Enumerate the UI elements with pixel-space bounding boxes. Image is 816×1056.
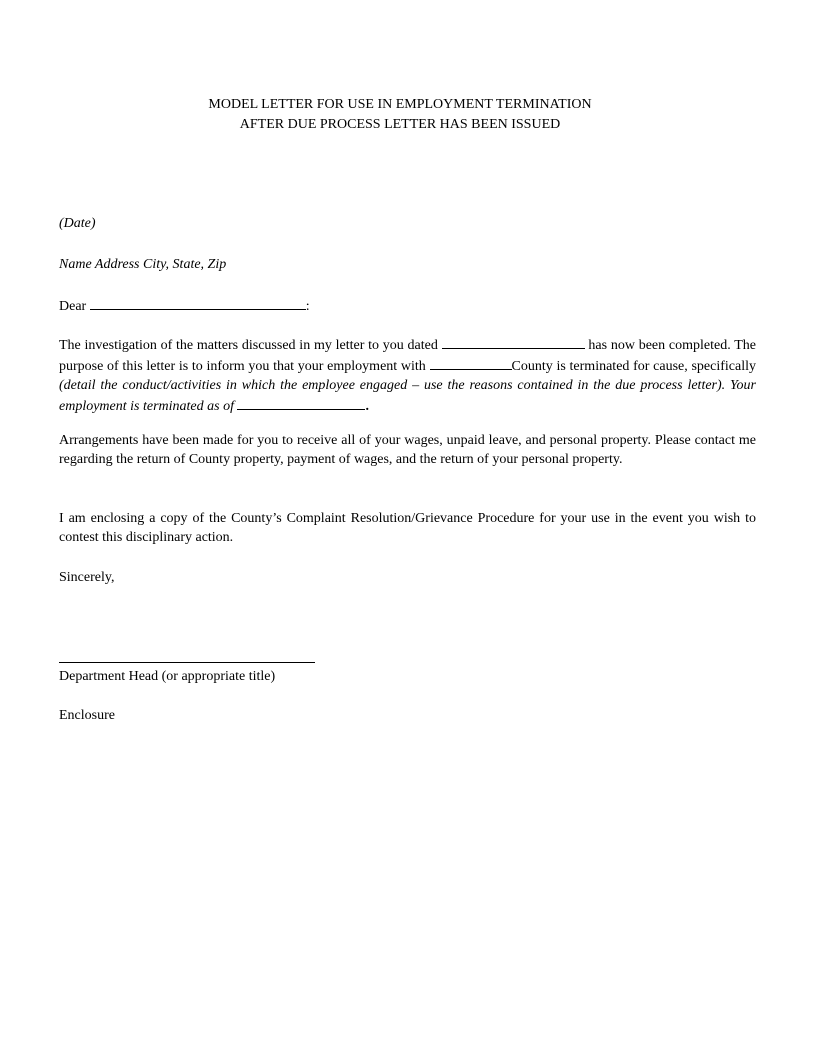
dated-blank (442, 334, 585, 349)
address-placeholder: Name Address City, State, Zip (59, 257, 227, 272)
enclosure-label: Enclosure (59, 708, 115, 723)
date-placeholder: (Date) (59, 216, 96, 231)
signature-line (59, 662, 315, 663)
paragraph-enclosure-notice: I am enclosing a copy of the County’s Complaint Resolution/Grievance Procedure for your use in the event you wish to contest this disciplinary action. (59, 511, 756, 545)
paragraph-investigation (59, 334, 756, 416)
paragraph1-italic-detail: (detail the conduct/activities in which the employee engaged – use the reasons contained in the due process letter). Your employment is terminated as of (59, 378, 756, 414)
paragraph1-part2: has now been completed. The purpose of this letter is to inform you that your employment with (59, 338, 756, 374)
paragraph1-part1: The investigation of the matters discussed in my letter to you dated (59, 338, 438, 353)
title-line-1: MODEL LETTER FOR USE IN EMPLOYMENT TERMINATION (208, 97, 592, 112)
signature-title: Department Head (or appropriate title) (59, 669, 276, 684)
letter-title (0, 95, 800, 135)
paragraph1-end: . (365, 399, 369, 414)
termination-date-blank (237, 395, 365, 410)
closing: Sincerely, (59, 570, 115, 585)
paragraph1-part3: County is terminated for cause, specifically (511, 359, 757, 374)
salutation-suffix: : (305, 299, 310, 314)
salutation-prefix: Dear (59, 299, 87, 314)
recipient-blank (90, 295, 306, 310)
title-line-2: AFTER DUE PROCESS LETTER HAS BEEN ISSUED (239, 117, 561, 132)
paragraph-arrangements: Arrangements have been made for you to receive all of your wages, unpaid leave, and personal property. Please contact me regarding the return of County property, payment of wages, and the return of your personal property. (59, 433, 756, 467)
county-blank (430, 355, 512, 370)
salutation (59, 295, 756, 316)
